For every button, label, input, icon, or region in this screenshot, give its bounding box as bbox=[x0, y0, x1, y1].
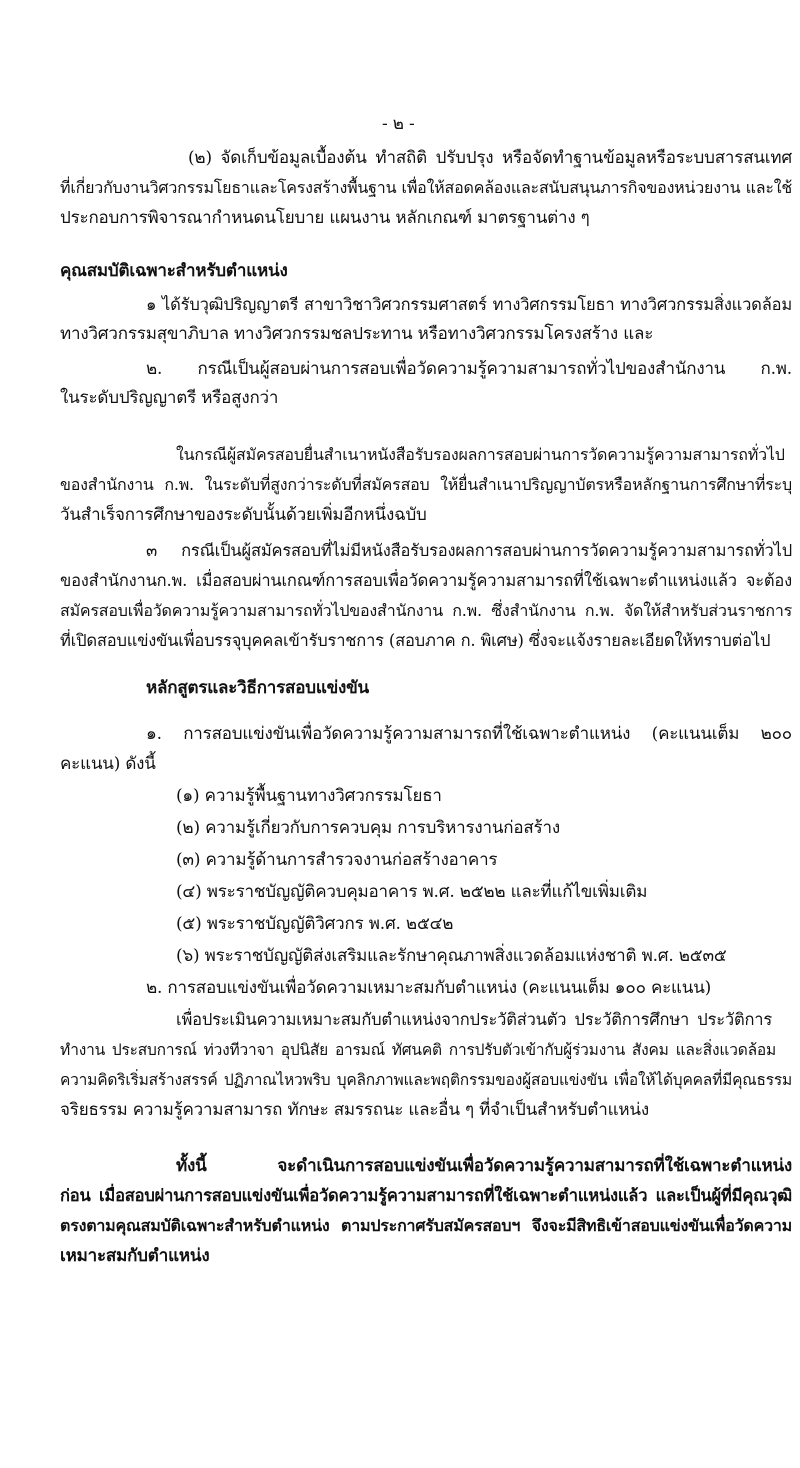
qualification-3-line-4: ที่เปิดสอบแข่งขันเพื่อบรรจุบุคคลเข้ารับราชการ (สอบภาค ก. พิเศษ) ซึ่งจะแจ้งรายละเอียดให้ทราบต่อไป bbox=[60, 631, 771, 650]
qualification-3-line-2: ของสำนักงานก.พ. เมื่อสอบผ่านเกณฑ์การสอบเพื่อวัดความรู้ความสามารถที่ใช้เฉพาะตำแหน่งแล้ว จะต้อง bbox=[60, 571, 792, 590]
subject-item: (๑) ความรู้พื้นฐานทางวิศวกรรมโยธา bbox=[176, 786, 442, 806]
qualifications-heading: คุณสมบัติเฉพาะสำหรับตำแหน่ง bbox=[60, 261, 288, 281]
curriculum-part-2-line-1: ๒. การสอบแข่งขันเพื่อวัดความเหมาะสมกับตำแหน่ง (คะแนนเต็ม ๑๐๐ คะแนน) bbox=[146, 978, 712, 998]
duties-line-1: (๒) จัดเก็บข้อมูลเบื้องต้น ทำสถิติ ปรับปรุง หรือจัดทำฐานข้อมูลหรือระบบสารสนเทศ bbox=[188, 148, 792, 168]
qualification-1-line-1: ๑ ได้รับวุฒิปริญญาตรี สาขาวิชาวิศวกรรมศาสตร์ ทางวิศกรรมโยธา ทางวิศวกรรมสิ่งแวดล้อม bbox=[146, 295, 792, 314]
qualification-3-line-1: ๓ กรณีเป็นผู้สมัครสอบที่ไม่มีหนังสือรับรองผลการสอบผ่านการวัดความรู้ความสามารถทั่วไป bbox=[146, 541, 792, 560]
subject-item: (๖) พระราชบัญญัติส่งเสริมและรักษาคุณภาพสิ่งแวดล้อมแห่งชาติ พ.ศ. ๒๕๓๕ bbox=[176, 946, 727, 966]
qualification-1-line-2: ทางวิศวกรรมสุขาภิบาล ทางวิศวกรรมชลประทาน หรือทางวิศวกรรมโครงสร้าง และ bbox=[60, 324, 654, 344]
qualification-note-line-3: วันสำเร็จการศึกษาของระดับนั้นด้วยเพิ่มอีกหนึ่งฉบับ bbox=[60, 505, 427, 525]
page-number: - ๒ - bbox=[382, 114, 415, 134]
curriculum-part-1-line-1: ๑. การสอบแข่งขันเพื่อวัดความรู้ความสามารถที่ใช้เฉพาะตำแหน่ง (คะแนนเต็ม ๒๐๐ bbox=[146, 724, 792, 744]
qualification-3-line-3: สมัครสอบเพื่อวัดความรู้ความสามารถทั่วไปของสำนักงาน ก.พ. ซึ่งสำนักงาน ก.พ. จัดให้สำหรับส่วนราชการ bbox=[60, 601, 792, 620]
duties-line-2: ที่เกี่ยวกับงานวิศวกรรมโยธาและโครงสร้างพื้นฐาน เพื่อให้สอดคล้องและสนับสนุนภารกิจของหน่วยงาน และใช้ bbox=[60, 178, 792, 197]
qualification-2-line-1: ๒. กรณีเป็นผู้สอบผ่านการสอบเพื่อวัดความรู้ความสามารถทั่วไปของสำนักงาน ก.พ. bbox=[146, 359, 792, 379]
qualification-note-line-1: ในกรณีผู้สมัครสอบยื่นสำเนาหนังสือรับรองผลการสอบผ่านการวัดความรู้ความสามารถทั่วไป bbox=[176, 445, 785, 464]
subject-item: (๒) ความรู้เกี่ยวกับการควบคุม การบริหารงานก่อสร้าง bbox=[176, 818, 560, 838]
subject-item: (๓) ความรู้ด้านการสำรวจงานก่อสร้างอาคาร bbox=[176, 850, 498, 870]
curriculum-heading: หลักสูตรและวิธีการสอบแข่งขัน bbox=[146, 678, 369, 698]
conclusion-line-3: ตรงตามคุณสมบัติเฉพาะสำหรับตำแหน่ง ตามประกาศรับสมัครสอบฯ จึงจะมีสิทธิเข้าสอบแข่งขันเพื่อวัดความ bbox=[60, 1216, 792, 1235]
curriculum-part-2-desc-line-2: ทำงาน ประสบการณ์ ท่วงทีวาจา อุปนิสัย อารมณ์ ทัศนคติ การปรับตัวเข้ากับผู้ร่วมงาน สังคม และสิ่งแวดล้อม bbox=[60, 1041, 776, 1059]
curriculum-part-2-desc-line-1: เพื่อประเมินความเหมาะสมกับตำแหน่งจากประวัติส่วนตัว ประวัติการศึกษา ประวัติการ bbox=[176, 1010, 772, 1029]
conclusion-line-4: เหมาะสมกับตำแหน่ง bbox=[60, 1246, 210, 1266]
curriculum-part-2-desc-line-3: ความคิดริเริ่มสร้างสรรค์ ปฏิภาณไหวพริบ บุคลิกภาพและพฤติกรรมของผู้สอบแข่งขัน เพื่อให้ได้บุคคลที่มีคุณธรรม bbox=[60, 1071, 792, 1089]
conclusion-line-1: ทั้งนี้ จะดำเนินการสอบแข่งขันเพื่อวัดความรู้ความสามารถที่ใช้เฉพาะตำแหน่ง bbox=[176, 1156, 792, 1176]
curriculum-part-1-line-2: คะแนน) ดังนี้ bbox=[60, 754, 156, 774]
subject-item: (๕) พระราชบัญญัติวิศวกร พ.ศ. ๒๕๔๒ bbox=[176, 914, 454, 934]
subject-item: (๔) พระราชบัญญัติควบคุมอาคาร พ.ศ. ๒๕๒๒ และที่แก้ไขเพิ่มเติม bbox=[176, 882, 648, 902]
qualification-note-line-2: ของสำนักงาน ก.พ. ในระดับที่สูงกว่าระดับที่สมัครสอบ ให้ยื่นสำเนาปริญญาบัตรหรือหลักฐานการศึกษาที่ระบุ bbox=[60, 475, 792, 494]
duties-line-3: ประกอบการพิจารณากำหนดนโยบาย แผนงาน หลักเกณฑ์ มาตรฐานต่าง ๆ bbox=[60, 208, 590, 228]
conclusion-line-2: ก่อน เมื่อสอบผ่านการสอบแข่งขันเพื่อวัดความรู้ความสามารถที่ใช้เฉพาะตำแหน่งแล้ว และเป็นผู้ที่มีคุณวุฒิ bbox=[60, 1186, 792, 1205]
qualification-2-line-2: ในระดับปริญญาตรี หรือสูงกว่า bbox=[60, 388, 279, 408]
curriculum-part-2-desc-line-4: จริยธรรม ความรู้ความสามารถ ทักษะ สมรรถนะ และอื่น ๆ ที่จำเป็นสำหรับตำแหน่ง bbox=[60, 1100, 649, 1120]
